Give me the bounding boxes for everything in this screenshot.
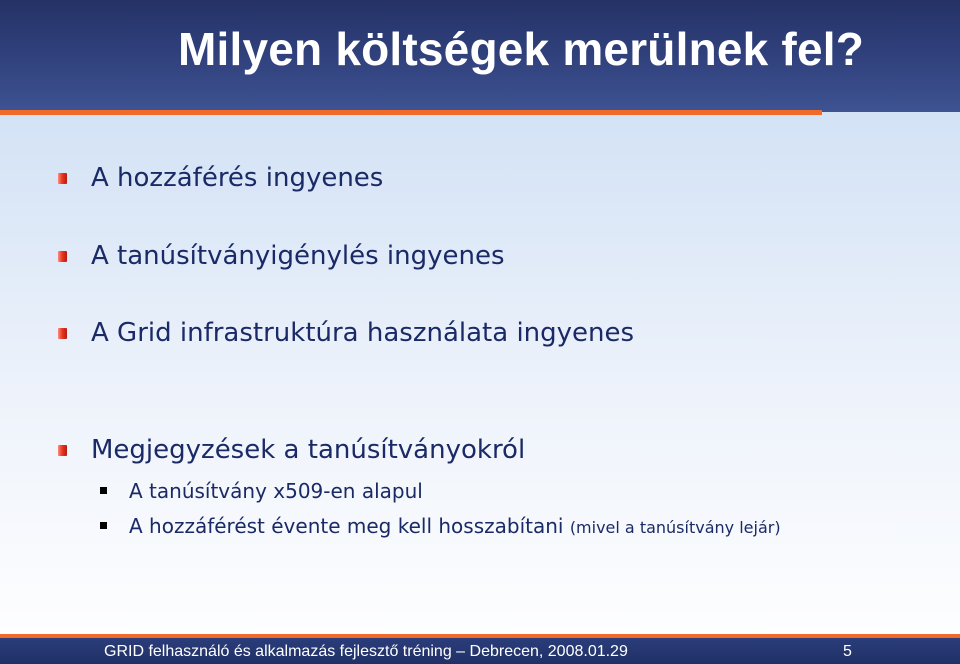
bullet-text: Megjegyzések a tanúsítványokról <box>91 435 526 465</box>
bullet-text: A tanúsítványigénylés ingyenes <box>91 241 505 271</box>
bullet-item <box>58 241 505 271</box>
square-bullet-icon <box>100 522 107 529</box>
red-bullet-icon <box>58 173 67 184</box>
page-number: 5 <box>843 643 852 660</box>
red-bullet-icon <box>58 445 67 456</box>
slide-title: Milyen költségek merülnek fel? <box>178 23 865 75</box>
footer-text: GRID felhasználó és alkalmazás fejlesztő tréning – Debrecen, 2008.01.29 <box>104 643 628 660</box>
slide-header <box>0 0 960 112</box>
header-accent-bar <box>0 110 822 115</box>
sub-bullet-note: (mivel a tanúsítvány lejár) <box>569 518 781 537</box>
bullet-item <box>58 435 525 465</box>
sub-bullet-text: A tanúsítvány x509-en alapul <box>129 479 423 503</box>
sub-bullet-item <box>100 479 423 503</box>
bullet-item <box>58 318 634 348</box>
sub-bullet-item <box>100 514 781 538</box>
red-bullet-icon <box>58 251 67 262</box>
slide-footer <box>0 634 960 664</box>
red-bullet-icon <box>58 328 67 339</box>
sub-bullet-text: A hozzáférést évente meg kell hosszabítani <box>129 514 564 538</box>
bullet-text: A Grid infrastruktúra használata ingyenes <box>91 318 635 348</box>
square-bullet-icon <box>100 487 107 494</box>
bullet-text: A hozzáférés ingyenes <box>91 163 384 193</box>
bullet-item <box>58 163 383 193</box>
